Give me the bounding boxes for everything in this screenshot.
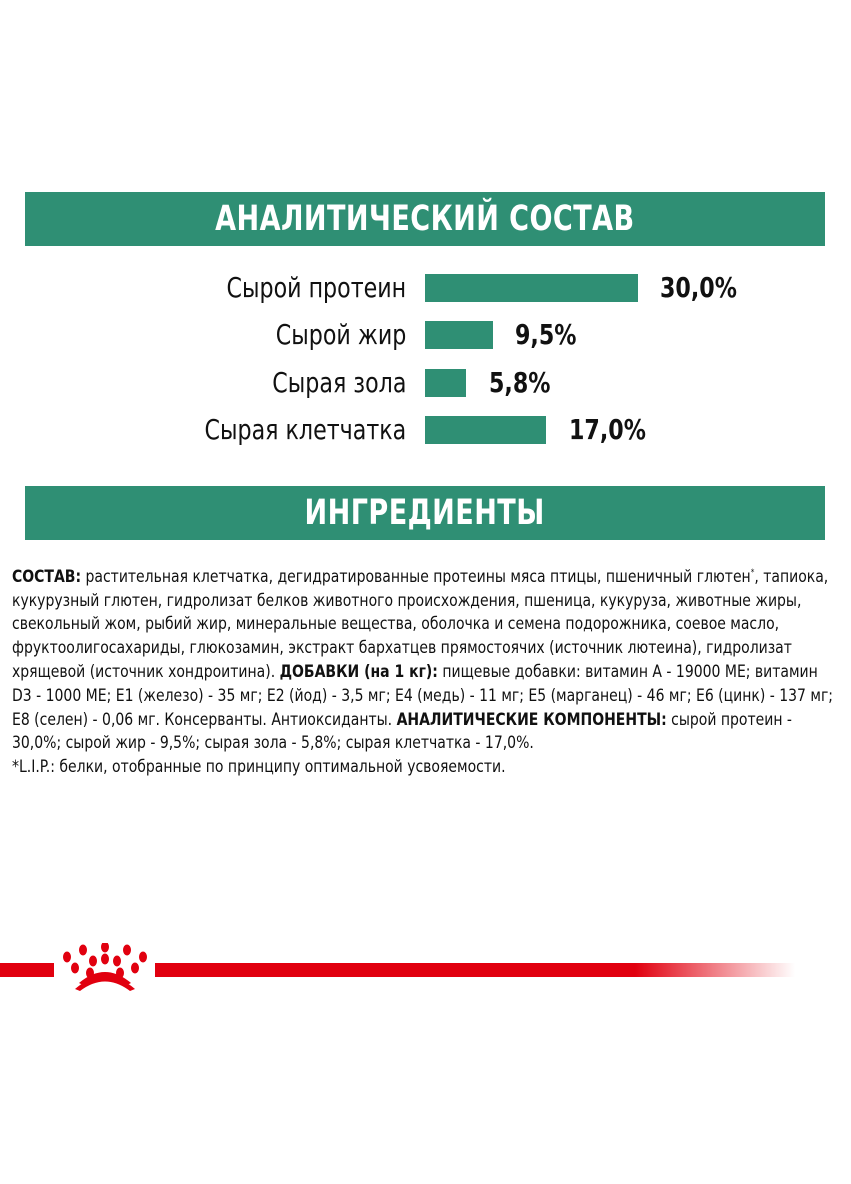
bar-fat: [425, 321, 493, 349]
row-value: 5,8%: [489, 366, 551, 399]
row-label: Сырой протеин: [226, 271, 406, 304]
bar-fiber: [425, 416, 546, 444]
ingredients-header: [25, 486, 825, 540]
row-value: 17,0%: [569, 413, 646, 446]
analytic-components-label: АНАЛИТИЧЕСКИЕ КОМПОНЕНТЫ:: [396, 709, 667, 730]
row-label: Сырая клетчатка: [204, 413, 406, 446]
footnote-mark: *: [750, 568, 755, 578]
ingredients-text: [12, 562, 840, 780]
ingredients-title: ИНГРЕДИЕНТЫ: [304, 493, 546, 533]
analytic-components-text: сырой протеин - 30,0%; сырой жир - 9,5%; сырая зола - 5,8%; сырая клетчатка - 17,0%.: [12, 709, 792, 754]
royal-canin-crown-icon: [57, 943, 153, 993]
row-value: 9,5%: [515, 318, 577, 351]
footnote: *L.I.P.: белки, отобранные по принципу оптимальной усвояемости.: [12, 757, 506, 778]
analytics-title: АНАЛИТИЧЕСКИЙ СОСТАВ: [215, 199, 635, 239]
row-value: 30,0%: [660, 271, 737, 304]
bar-protein: [425, 274, 638, 302]
additives-text: пищевые добавки: витамин А - 19000 МЕ; витамин D3 - 1000 МЕ; Е1 (железо) - 35 мг; Е2 (йод) - 3,5 мг; Е4 (медь) - 11 мг; Е5 (марганец) - 46 мг; Е6 (цинк) - 137 мг; Е8 (селен) - 0,06 мг. Консерванты. Антиоксиданты.: [12, 661, 834, 730]
composition-text: растительная клетчатка, дегидратированные протеины мяса птицы, пшеничный глютен: [81, 566, 751, 587]
brand-line-right: [155, 963, 795, 977]
composition-text-cont: , тапиока, кукурузный глютен, гидролизат белков животного происхождения, пшеница, кукуруза, животные жиры, свекольный жом, рыбий жир, минеральные вещества, оболочка и семена подорожника, соевое масло, фруктоолигосахариды, глюкозамин, экстракт бархатцев прямостоячих (источник лютеина), гидролизат хрящевой (источник хондроитина).: [12, 566, 829, 682]
additives-label: ДОБАВКИ (на 1 кг):: [279, 661, 438, 682]
analytics-header: [25, 192, 825, 246]
chart-row-fat: [0, 318, 851, 351]
chart-row-ash: [0, 366, 851, 399]
row-label: Сырой жир: [275, 318, 406, 351]
brand-line-left: [0, 963, 54, 977]
chart-row-fiber: [0, 413, 851, 446]
composition-label: СОСТАВ:: [12, 566, 82, 587]
chart-row-protein: [0, 271, 851, 304]
row-label: Сырая зола: [271, 366, 406, 399]
bar-ash: [425, 369, 466, 397]
